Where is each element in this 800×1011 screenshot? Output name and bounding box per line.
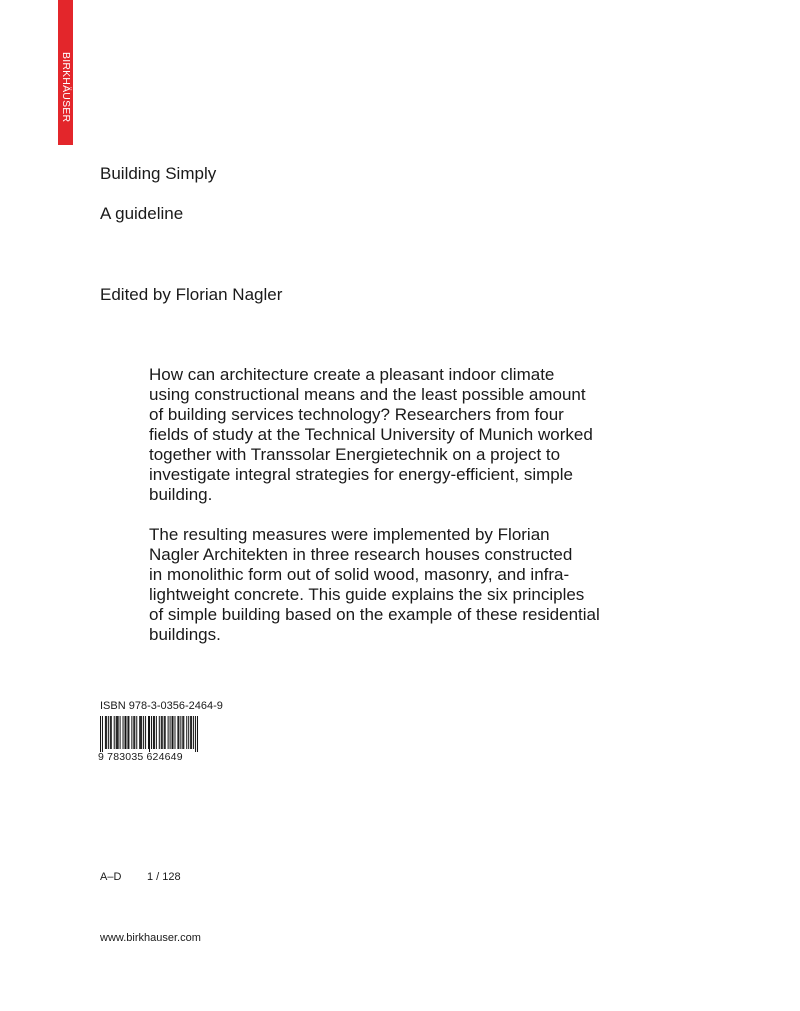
publisher-brand-text: BIRKHÄUSER <box>60 52 72 123</box>
book-description <box>149 365 679 645</box>
description-paragraph: The resulting measures were implemented by Florian Nagler Architekten in three research houses constructed in monolithic form out of solid wood, masonry, and infra- lightweight concrete. This guide explains the six principles of simple building based on the example of these residential buildings. <box>149 525 600 644</box>
isbn-barcode <box>98 716 200 752</box>
isbn-label: ISBN 978-3-0356-2464-9 <box>100 700 223 712</box>
page-index: 1 / 128 <box>147 871 181 883</box>
book-subtitle: A guideline <box>100 204 184 223</box>
publisher-website: www.birkhauser.com <box>100 932 201 944</box>
barcode-digits: 9 783035 624649 <box>98 751 183 763</box>
description-paragraph: How can architecture create a pleasant indoor climate using constructional means and the least possible amount of building services technology? Researchers from four fields of study at the Technical University of Munich worked together with Transsolar Energietechnik on a project to investigate integral strategies for energy-efficient, simple building. <box>149 365 593 504</box>
editor-credit: Edited by Florian Nagler <box>100 285 283 304</box>
category-label: A–D <box>100 871 122 883</box>
book-title: Building Simply <box>100 164 217 183</box>
